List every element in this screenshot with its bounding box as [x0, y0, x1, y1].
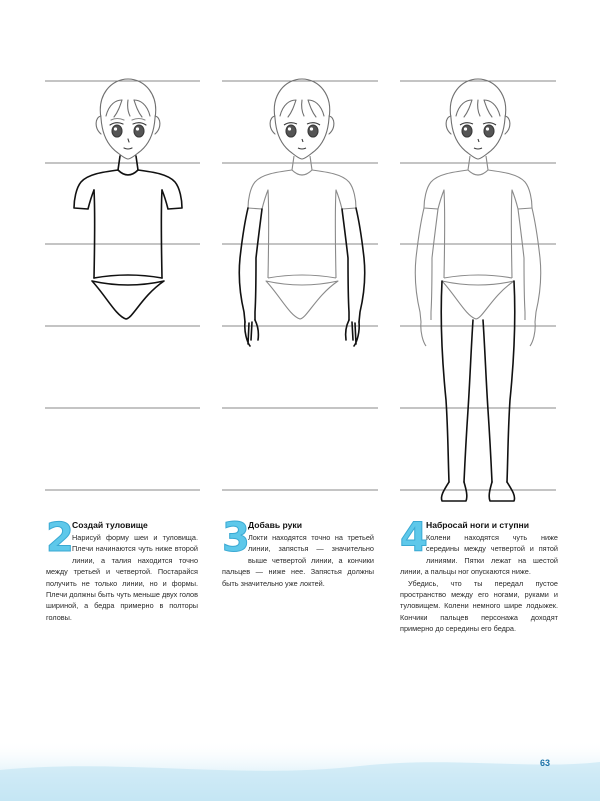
- torso-ink: [74, 156, 182, 319]
- step-title: Создай туловище: [72, 520, 148, 530]
- torso-sketch: [248, 156, 356, 319]
- head-sketch: [96, 79, 160, 159]
- step-number: 4: [400, 515, 428, 561]
- figure-step-3: [239, 79, 365, 346]
- step-title: Набросай ноги и ступни: [426, 520, 530, 530]
- figure-step-2: [74, 79, 182, 319]
- step-paragraph: Убедись, что ты передал пустое пространство между его ногами, руками и туловищем. Колени немного шире лодыжек. Кончики пальцев персонажа доходят примерно до середины его бедра.: [400, 578, 558, 634]
- step-body: [400, 532, 558, 635]
- step-body: [46, 532, 198, 623]
- face: [110, 119, 146, 150]
- step-paragraph: Нарисуй форму шеи и туловища. Плечи начинаются чуть ниже второй линии, а талия находится точно между третьей и четвертой. Постарайся получить не только линии, но и формы. Плечи должны быть чуть меньше двух голов шириной, а бедра примерно в полторы головы.: [46, 533, 198, 622]
- step-paragraph: Колени находятся чуть ниже середины между четвертой и пятой линиями. Пятки лежат на шестой линии, а пальцы ног опускаются ниже.: [400, 533, 558, 577]
- figure-step-4: [415, 79, 541, 501]
- step-number: 2: [46, 515, 74, 561]
- step-paragraph: Локти находятся точно на третьей линии, запястья — значительно выше четвертой линии, а кончики пальцев — ниже нее. Запястья должны быть значительно уже локтей.: [222, 533, 374, 588]
- step-title: Добавь руки: [248, 520, 303, 530]
- page-number: 63: [539, 758, 550, 768]
- step-number: 3: [222, 515, 250, 561]
- legs-ink: [441, 281, 515, 501]
- arms-ink: [239, 208, 365, 346]
- step-body: [222, 532, 374, 589]
